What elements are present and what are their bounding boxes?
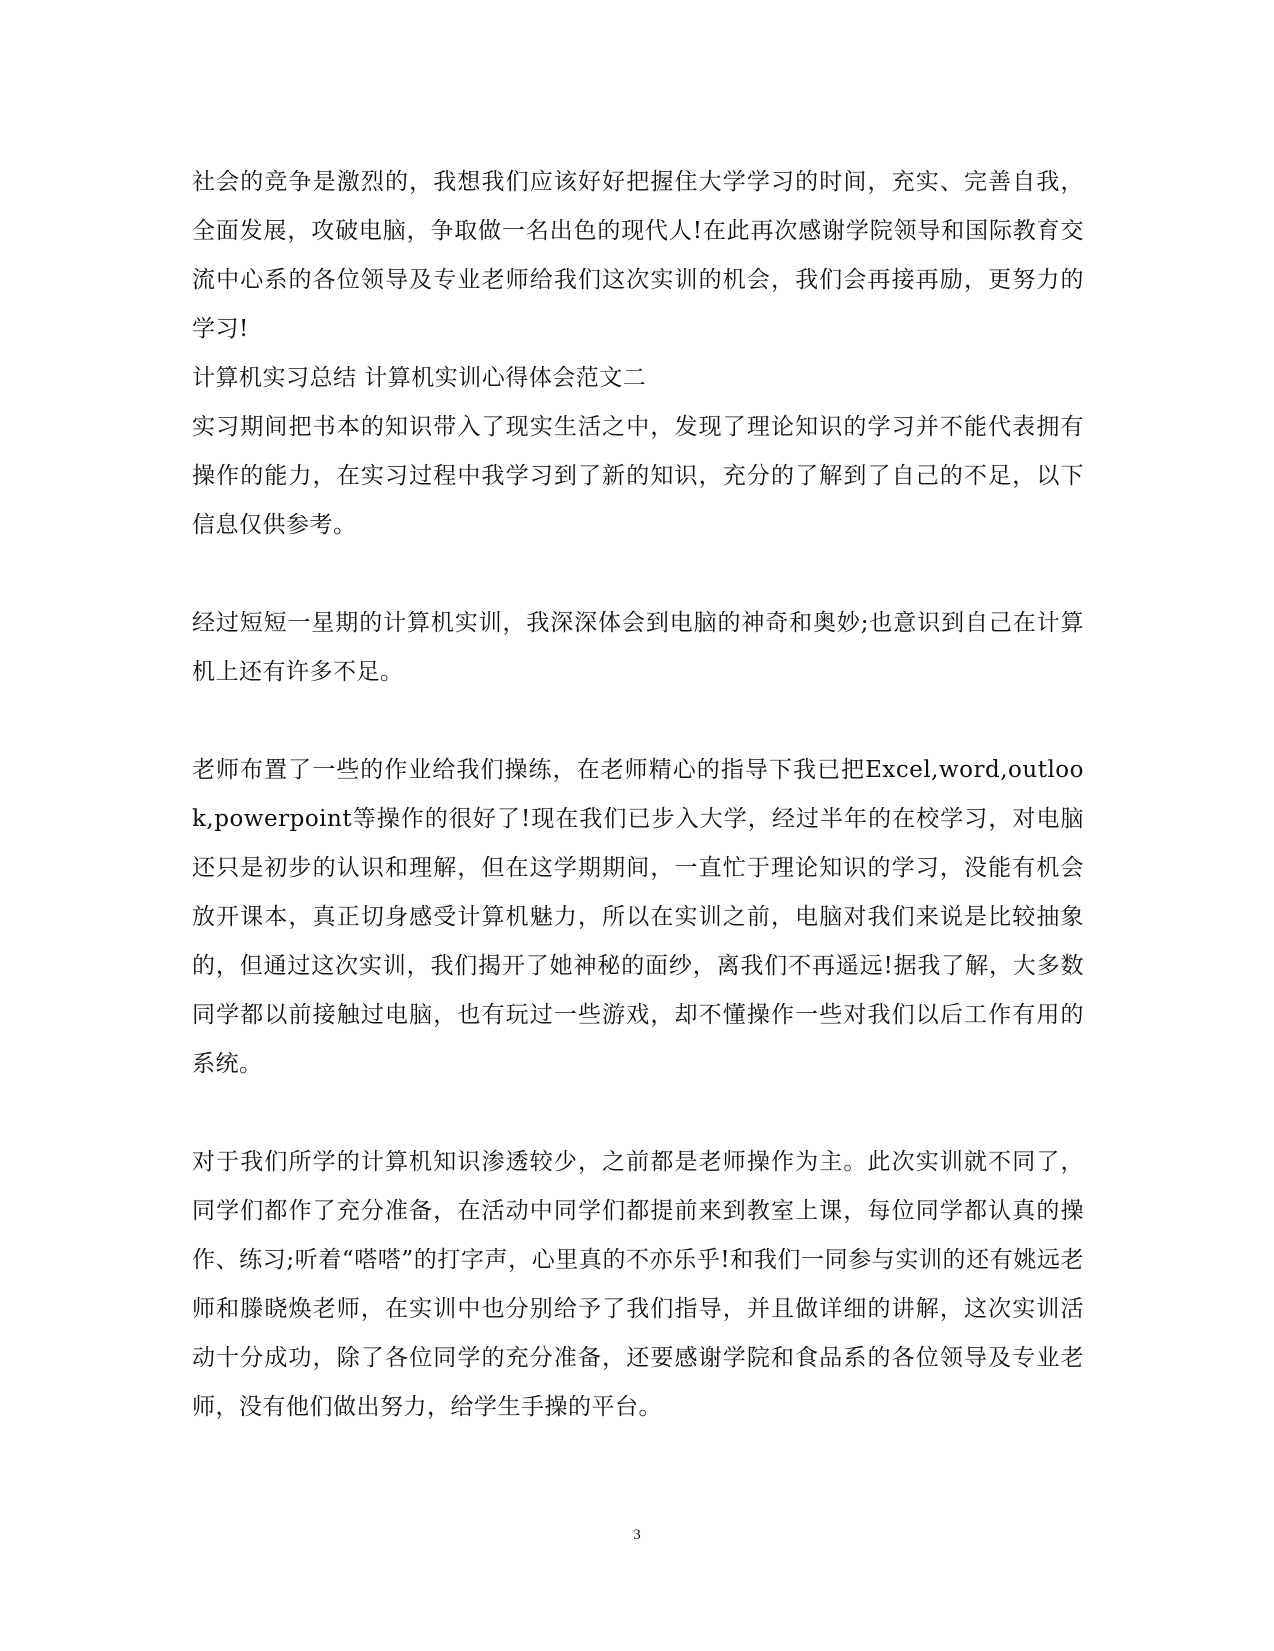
blank-line [192, 1089, 1084, 1138]
page-number: 3 [633, 1527, 641, 1543]
paragraph-training: 对于我们所学的计算机知识渗透较少，之前都是老师操作为主。此次实训就不同了，同学们都作了充分准备，在活动中同学们都提前来到教室上课，每位同学都认真的操作、练习;听着“嗒嗒”的打字声，心里真的不亦乐乎!和我们一同参与实训的还有姚远老师和滕晓焕老师，在实训中也分别给予了我们指导，并且做详细的讲解，这次实训活动十分成功，除了各位同学的充分准备，还要感谢学院和食品系的各位领导及专业老师，没有他们做出努力，给学生手操的平台。 [192, 1149, 1084, 1420]
blank-line [192, 550, 1084, 599]
paragraph-experience: 经过短短一星期的计算机实训，我深深体会到电脑的神奇和奥妙;也意识到自己在计算机上还有许多不足。 [192, 610, 1084, 685]
blank-line [192, 697, 1084, 746]
paragraph-conclusion: 社会的竞争是激烈的，我想我们应该好好把握住大学学习的时间，充实、完善自我，全面发展，攻破电脑，争取做一名出色的现代人!在此再次感谢学院领导和国际教育交流中心系的各位领导及专业老师给我们这次实训的机会，我们会再接再励，更努力的学习! [192, 169, 1084, 342]
section-heading: 计算机实习总结 计算机实训心得体会范文二 [192, 365, 647, 391]
paragraph-assignments: 老师布置了一些的作业给我们操练，在老师精心的指导下我已把Excel,word,outlook,powerpoint等操作的很好了!现在我们已步入大学，经过半年的在校学习，对电脑还只是初步的认识和理解，但在这学期期间，一直忙于理论知识的学习，没能有机会放开课本，真正切身感受计算机魅力，所以在实训之前，电脑对我们来说是比较抽象的，但通过这次实训，我们揭开了她神秘的面纱，离我们不再遥远!据我了解，大多数同学都以前接触过电脑，也有玩过一些游戏，却不懂操作一些对我们以后工作有用的系统。 [192, 757, 1084, 1077]
paragraph-intro: 实习期间把书本的知识带入了现实生活之中，发现了理论知识的学习并不能代表拥有操作的能力，在实习过程中我学习到了新的知识，充分的了解到了自己的不足，以下信息仅供参考。 [192, 414, 1084, 538]
page-body [192, 158, 1084, 1432]
